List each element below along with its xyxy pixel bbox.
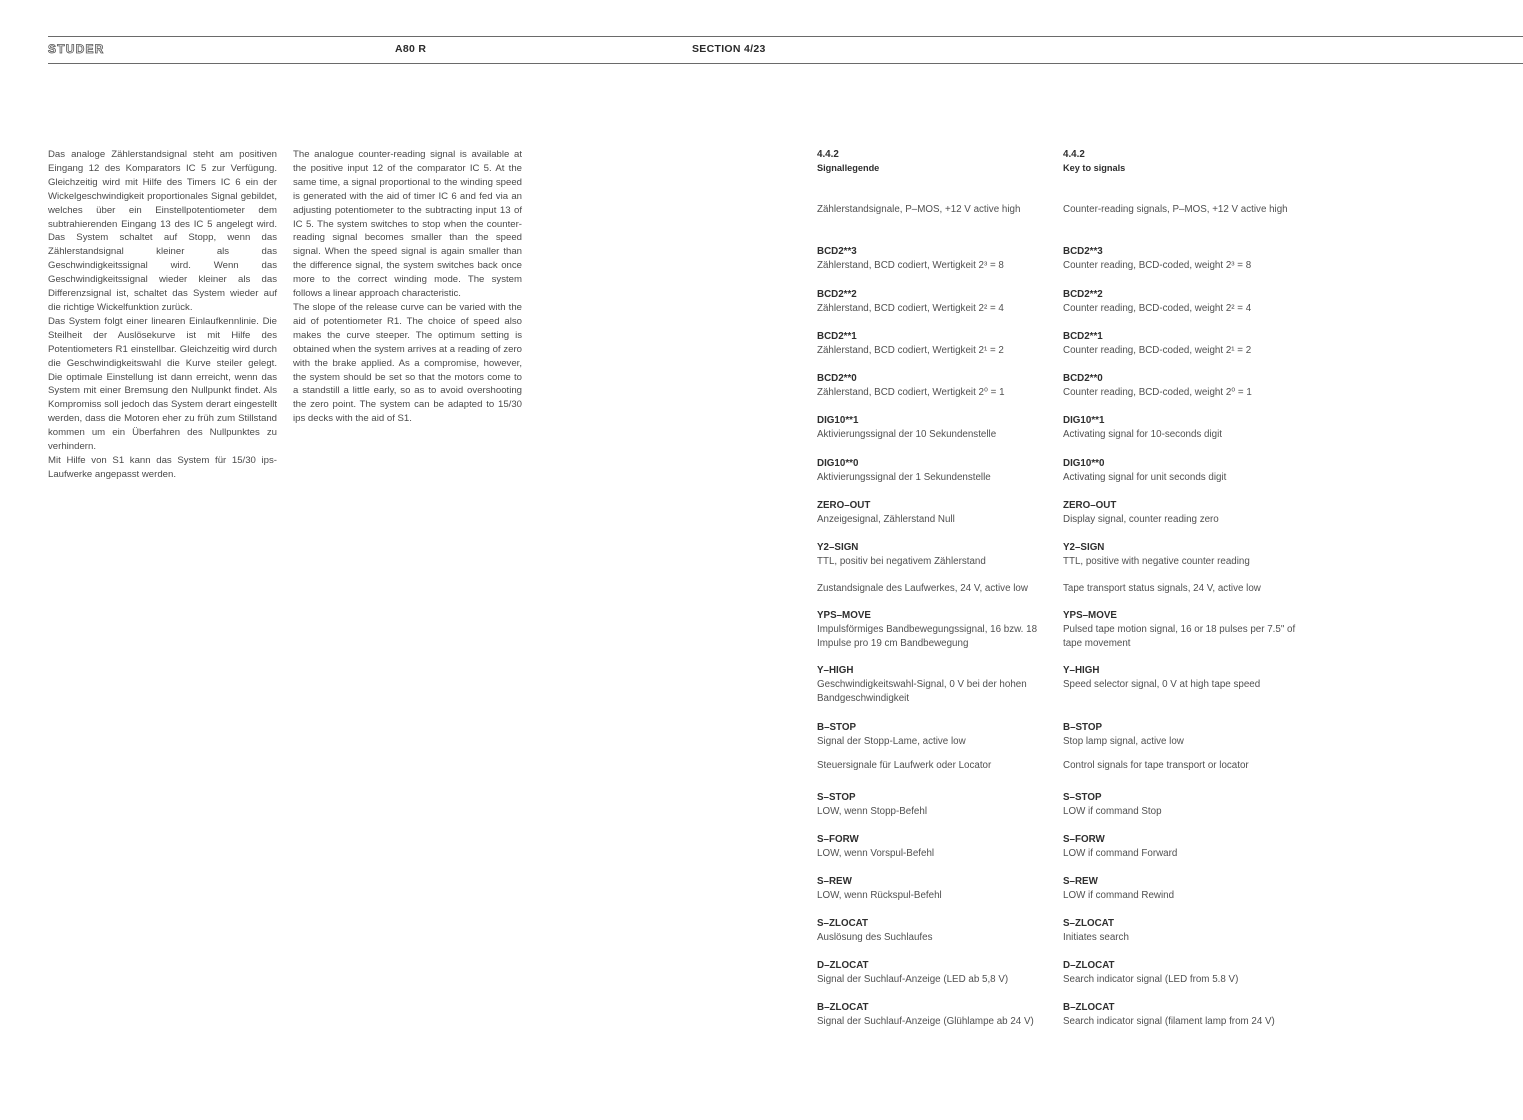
english-legend-item	[1063, 372, 1303, 400]
signal-code: ZERO–OUT	[1063, 500, 1117, 511]
english-legend-item	[1063, 1001, 1303, 1029]
signal-description: LOW, wenn Stopp-Befehl	[817, 806, 928, 818]
german-legend-item	[817, 330, 1057, 358]
english-legend-item	[1063, 959, 1303, 987]
signal-group-heading: Steuersignale für Laufwerk oder Locator	[817, 760, 992, 771]
section-title: Key to signals	[1063, 163, 1126, 173]
signal-group-heading: Control signals for tape transport or locator	[1063, 760, 1249, 771]
signal-group-heading: Zählerstandsignale, P–MOS, +12 V active high	[817, 204, 1021, 215]
signal-code: S–REW	[1063, 876, 1098, 887]
english-legend-item	[1063, 721, 1303, 749]
signal-code: Y–HIGH	[1063, 665, 1100, 676]
signal-description: Pulsed tape motion signal, 16 or 18 pulses per 7.5" of tape movement	[1063, 624, 1296, 650]
signal-code: Y–HIGH	[817, 665, 854, 676]
signal-description: Search indicator signal (LED from 5.8 V)	[1063, 974, 1239, 986]
german-legend-item	[817, 875, 1057, 903]
section-number: 4.4.2	[817, 149, 839, 160]
header-top-rule	[48, 36, 1523, 37]
english-legend-item	[1063, 245, 1303, 273]
signal-code: Y2–SIGN	[817, 542, 859, 553]
signal-description: TTL, positive with negative counter reading	[1063, 556, 1250, 568]
signal-description: Activating signal for unit seconds digit	[1063, 472, 1227, 484]
signal-description: Counter reading, BCD-coded, weight 2³ = 8	[1063, 260, 1252, 272]
signal-description: Stop lamp signal, active low	[1063, 736, 1184, 748]
signal-description: Search indicator signal (filament lamp from 24 V)	[1063, 1016, 1275, 1028]
signal-code: BCD2**2	[817, 289, 857, 300]
german-paragraph: Das analoge Zählerstandsignal steht am positiven Eingang 12 des Komparators IC 5 zur Verfügung. Gleichzeitig wird mit Hilfe des Timers IC 6 ein der Wickelgeschwindigkeit proportionales Signal gebildet, welches über ein Einstellpotentiometer dem subtrahierenden Eingang 13 des IC 5 angelegt wird. Das System schaltet auf Stopp, wenn das Zählerstandsignal kleiner als das Geschwindigkeitssignal wird. Wenn das Geschwindigkeitssignal wieder kleiner als das Differenzsignal ist, schaltet das System wieder auf die richtige Wickelfunktion zurück.	[48, 149, 277, 313]
english-paragraph: The slope of the release curve can be varied with the aid of potentiometer R1. The choice of speed also makes the curve steeper. The optimum setting is obtained when the system arrives at a reading of zero with the brake applied. As a compromise, however, the system should be set so that the motors come to a standstill a little early, so as to avoid overshooting the zero point. The system can be adapted to 15/30 ips decks with the aid of S1.	[293, 301, 522, 425]
signal-description: TTL, positiv bei negativem Zählerstand	[817, 556, 986, 568]
signal-code: S–STOP	[817, 792, 856, 803]
signal-code: D–ZLOCAT	[817, 960, 869, 971]
header-model: A80 R	[395, 43, 427, 55]
english-legend-item	[1063, 288, 1303, 316]
signal-description: Speed selector signal, 0 V at high tape speed	[1063, 679, 1261, 691]
english-legend-item	[1063, 833, 1303, 861]
english-legend-item	[1063, 541, 1303, 569]
german-legend-item	[817, 959, 1057, 987]
english-prose-column	[293, 148, 522, 426]
signal-description: Signal der Stopp-Lame, active low	[817, 736, 966, 748]
german-legend-item	[817, 917, 1057, 945]
signal-description: Aktivierungssignal der 1 Sekundenstelle	[817, 472, 991, 484]
signal-description: Initiates search	[1063, 932, 1129, 944]
signal-code: DIG10**1	[817, 415, 859, 426]
section-title: Signallegende	[817, 163, 880, 173]
german-legend-item	[817, 664, 1057, 707]
english-legend-item	[1063, 917, 1303, 945]
german-legend-item	[817, 541, 1057, 569]
signal-code: B–STOP	[817, 722, 857, 733]
german-legend-item	[817, 609, 1057, 652]
german-paragraph: Das System folgt einer linearen Einlaufkennlinie. Die Steilheit der Auslösekurve ist mit Hilfe des Potentiometers R1 einstellbar. Gleichzeitig wird durch die Geschwindigkeitswahl die Kurve steiler gelegt. Die optimale Einstellung ist dann erreicht, wenn das System mit einer Bremsung den Nullpunkt findet. Als Kompromiss soll jedoch das System derart eingestellt werden, dass die Motoren eher zu früh zum Stillstand kommen um ein Überfahren des Nullpunktes zu verhindern.	[48, 315, 277, 453]
signal-group-heading: Tape transport status signals, 24 V, active low	[1063, 583, 1261, 594]
signal-description: Activating signal for 10-seconds digit	[1063, 429, 1223, 441]
german-legend-item	[817, 245, 1057, 273]
signal-description: LOW if command Forward	[1063, 848, 1178, 860]
signal-code: YPS–MOVE	[817, 610, 871, 621]
signal-code: DIG10**1	[1063, 415, 1105, 426]
german-prose-column	[48, 148, 277, 482]
signal-code: B–STOP	[1063, 722, 1103, 733]
studer-logo: STUDER	[48, 42, 105, 56]
german-legend-item	[817, 791, 1057, 819]
german-legend-item	[817, 1001, 1057, 1029]
english-legend-item	[1063, 203, 1303, 217]
signal-code: S–FORW	[1063, 834, 1105, 845]
signal-code: BCD2**2	[1063, 289, 1103, 300]
signal-code: DIG10**0	[1063, 458, 1105, 469]
signal-code: D–ZLOCAT	[1063, 960, 1115, 971]
signal-description: Aktivierungssignal der 10 Sekundenstelle	[817, 429, 997, 441]
signal-description: LOW, wenn Rückspul-Befehl	[817, 890, 942, 902]
signal-code: BCD2**3	[817, 246, 857, 257]
german-legend-item	[817, 582, 1057, 596]
signal-description: Impulsförmiges Bandbewegungssignal, 16 bzw. 18 Impulse pro 19 cm Bandbewegung	[817, 624, 1038, 650]
signal-code: S–ZLOCAT	[1063, 918, 1114, 929]
english-legend-item	[1063, 414, 1303, 442]
signal-code: BCD2**1	[817, 331, 857, 342]
german-legend-item	[817, 833, 1057, 861]
german-legend-item	[817, 372, 1057, 400]
signal-code: S–REW	[817, 876, 852, 887]
english-legend-item	[1063, 457, 1303, 485]
german-legend-item	[817, 721, 1057, 749]
german-legend-item	[817, 288, 1057, 316]
signal-description: Anzeigesignal, Zählerstand Null	[817, 514, 955, 526]
german-legend-item	[817, 759, 1057, 773]
signal-legend-english	[1063, 148, 1303, 1028]
signal-code: BCD2**0	[817, 373, 857, 384]
signal-group-heading: Zustandsignale des Laufwerkes, 24 V, active low	[817, 583, 1028, 594]
header-bottom-rule	[48, 63, 1523, 64]
signal-code: BCD2**0	[1063, 373, 1103, 384]
signal-description: Counter reading, BCD-coded, weight 2² = 4	[1063, 303, 1252, 315]
signal-group-heading: Counter-reading signals, P–MOS, +12 V active high	[1063, 204, 1288, 215]
signal-code: B–ZLOCAT	[1063, 1002, 1115, 1013]
signal-code: BCD2**1	[1063, 331, 1103, 342]
english-legend-item	[1063, 791, 1303, 819]
signal-description: Zählerstand, BCD codiert, Wertigkeit 2² = 4	[817, 303, 1004, 315]
signal-description: Display signal, counter reading zero	[1063, 514, 1219, 526]
english-legend-item	[1063, 499, 1303, 527]
english-legend-item	[1063, 664, 1303, 692]
signal-description: Geschwindigkeitswahl-Signal, 0 V bei der hohen Bandgeschwindigkeit	[817, 679, 1027, 705]
signal-code: S–STOP	[1063, 792, 1102, 803]
signal-description: Counter reading, BCD-coded, weight 2⁰ = 1	[1063, 387, 1252, 399]
signal-code: B–ZLOCAT	[817, 1002, 869, 1013]
signal-description: LOW if command Stop	[1063, 806, 1162, 818]
signal-legend-german	[817, 148, 1057, 1028]
english-legend-item	[1063, 330, 1303, 358]
signal-code: DIG10**0	[817, 458, 859, 469]
signal-description: Signal der Suchlauf-Anzeige (LED ab 5,8 V)	[817, 974, 1009, 986]
english-legend-item	[1063, 759, 1303, 773]
german-legend-item	[817, 414, 1057, 442]
section-number: 4.4.2	[1063, 149, 1085, 160]
signal-code: ZERO–OUT	[817, 500, 871, 511]
signal-code: YPS–MOVE	[1063, 610, 1117, 621]
header-section: SECTION 4/23	[692, 43, 766, 55]
signal-code: Y2–SIGN	[1063, 542, 1105, 553]
signal-code: S–ZLOCAT	[817, 918, 868, 929]
signal-description: LOW if command Rewind	[1063, 890, 1175, 902]
german-legend-item	[817, 457, 1057, 485]
signal-code: BCD2**3	[1063, 246, 1103, 257]
signal-description: Signal der Suchlauf-Anzeige (Glühlampe ab 24 V)	[817, 1016, 1034, 1028]
english-legend-item	[1063, 875, 1303, 903]
german-paragraph: Mit Hilfe von S1 kann das System für 15/30 ips-Laufwerke angepasst werden.	[48, 454, 277, 480]
signal-description: Auslösung des Suchlaufes	[817, 932, 933, 944]
signal-description: LOW, wenn Vorspul-Befehl	[817, 848, 935, 860]
english-legend-item	[1063, 609, 1303, 652]
signal-description: Zählerstand, BCD codiert, Wertigkeit 2⁰ = 1	[817, 387, 1005, 399]
german-legend-item	[817, 499, 1057, 527]
german-legend-item	[817, 203, 1057, 217]
signal-description: Zählerstand, BCD codiert, Wertigkeit 2¹ = 2	[817, 345, 1004, 357]
signal-description: Zählerstand, BCD codiert, Wertigkeit 2³ = 8	[817, 260, 1004, 272]
english-legend-item	[1063, 582, 1303, 596]
signal-description: Counter reading, BCD-coded, weight 2¹ = 2	[1063, 345, 1252, 357]
english-paragraph: The analogue counter-reading signal is available at the positive input 12 of the comparator IC 5. At the same time, a signal proportional to the winding speed is generated with the aid of timer IC 6 and fed via an adjusting potentiometer to the subtracting input 13 of IC 5. The system switches to stop when the counter-reading signal becomes smaller than the speed signal. When the speed signal is again smaller than the difference signal, the system switches back once more to the correct winding mode. The system follows a linear approach characteristic.	[293, 149, 522, 300]
signal-code: S–FORW	[817, 834, 859, 845]
